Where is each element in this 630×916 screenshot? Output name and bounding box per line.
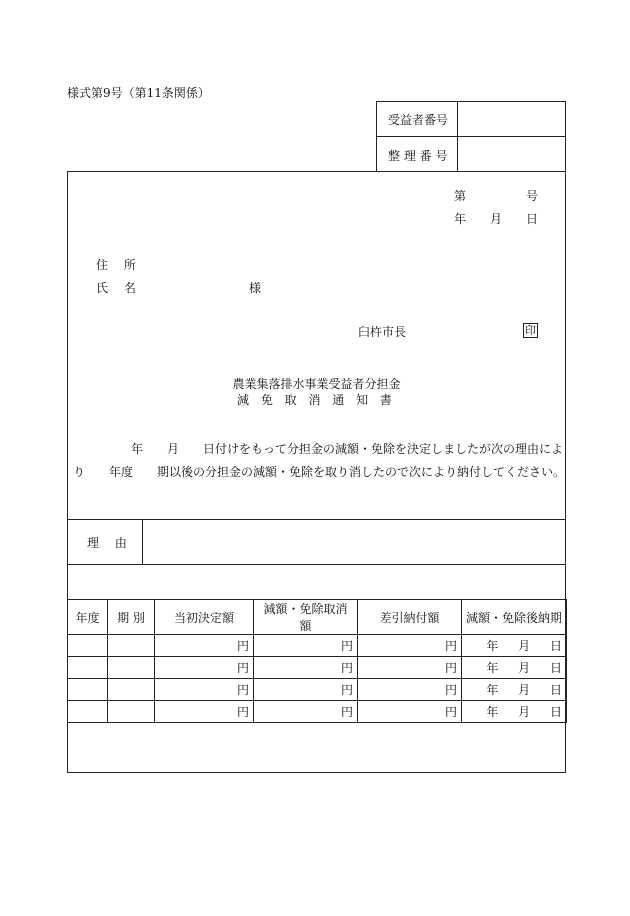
col-header-fiscal-year: 年度	[68, 600, 108, 635]
net-payment-cell[interactable]: 円	[358, 635, 462, 657]
col-header-initial-amount: 当初決定額	[155, 600, 254, 635]
divider	[142, 519, 143, 564]
col-header-net-payment: 差引納付額	[358, 600, 462, 635]
net-payment-cell[interactable]: 円	[358, 679, 462, 701]
honorific: 様	[249, 281, 262, 295]
term-cell[interactable]	[108, 701, 155, 723]
divider	[376, 136, 566, 137]
col-header-term: 期 別	[108, 600, 155, 635]
initial-amount-cell[interactable]: 円	[155, 679, 254, 701]
cancelled-amount-cell[interactable]: 円	[254, 657, 358, 679]
table-header-row	[68, 600, 567, 635]
term-cell[interactable]	[108, 657, 155, 679]
reason-field[interactable]	[150, 525, 558, 558]
notes-area[interactable]	[73, 722, 559, 768]
control-number-label: 整 理 番 号	[388, 149, 448, 163]
table-row	[68, 657, 567, 679]
term-cell[interactable]	[108, 679, 155, 701]
name-label: 氏 名	[96, 281, 142, 295]
notice-title-line1: 農業集落排水事業受益者分担金	[232, 377, 401, 391]
form-label: 様式第9号（第11条関係）	[67, 86, 210, 100]
due-date-cell[interactable]: 年 月 日	[462, 701, 567, 723]
col-header-cancelled-amount: 減額・免除取消額	[254, 600, 358, 635]
seal-mark: 印	[525, 324, 536, 337]
recipient-number-field[interactable]	[466, 111, 558, 129]
due-date-cell[interactable]: 年 月 日	[462, 679, 567, 701]
doc-date-month: 月	[490, 212, 503, 226]
fiscal-year-cell[interactable]	[68, 635, 108, 657]
initial-amount-cell[interactable]: 円	[155, 635, 254, 657]
initial-amount-cell[interactable]: 円	[155, 657, 254, 679]
due-date-cell[interactable]: 年 月 日	[462, 657, 567, 679]
doc-date-day: 日	[526, 212, 539, 226]
body-text-line1: 年 月 日付けをもって分担金の減額・免除を決定しましたが次の理由によ	[131, 442, 564, 456]
divider	[67, 564, 566, 565]
initial-amount-cell[interactable]: 円	[155, 701, 254, 723]
doc-date-year: 年	[454, 212, 467, 226]
body-text-line2: り 年度 期以後の分担金の減額・免除を取り消したので次により納付してください。	[73, 465, 566, 479]
divider	[457, 101, 458, 172]
control-number-field[interactable]	[466, 147, 558, 165]
fiscal-year-cell[interactable]	[68, 701, 108, 723]
address-label: 住 所	[96, 258, 142, 272]
fiscal-year-cell[interactable]	[68, 657, 108, 679]
net-payment-cell[interactable]: 円	[358, 701, 462, 723]
term-cell[interactable]	[108, 635, 155, 657]
table-row	[68, 701, 567, 723]
recipient-number-label: 受益者番号	[388, 113, 449, 127]
table-row	[68, 679, 567, 701]
net-payment-cell[interactable]: 円	[358, 657, 462, 679]
due-date-cell[interactable]: 年 月 日	[462, 635, 567, 657]
payment-schedule-table	[67, 599, 567, 723]
reason-label: 理 由	[87, 536, 133, 550]
fiscal-year-cell[interactable]	[68, 679, 108, 701]
cancelled-amount-cell[interactable]: 円	[254, 635, 358, 657]
doc-number-dai: 第	[454, 189, 467, 203]
issuer-title: 臼杵市長	[358, 325, 407, 339]
col-header-due-date: 減額・免除後納期	[462, 600, 567, 635]
doc-number-go: 号	[526, 189, 539, 203]
cancelled-amount-cell[interactable]: 円	[254, 679, 358, 701]
cancelled-amount-cell[interactable]: 円	[254, 701, 358, 723]
table-row	[68, 635, 567, 657]
notice-title-line2: 減 免 取 消 通 知 書	[237, 393, 396, 407]
